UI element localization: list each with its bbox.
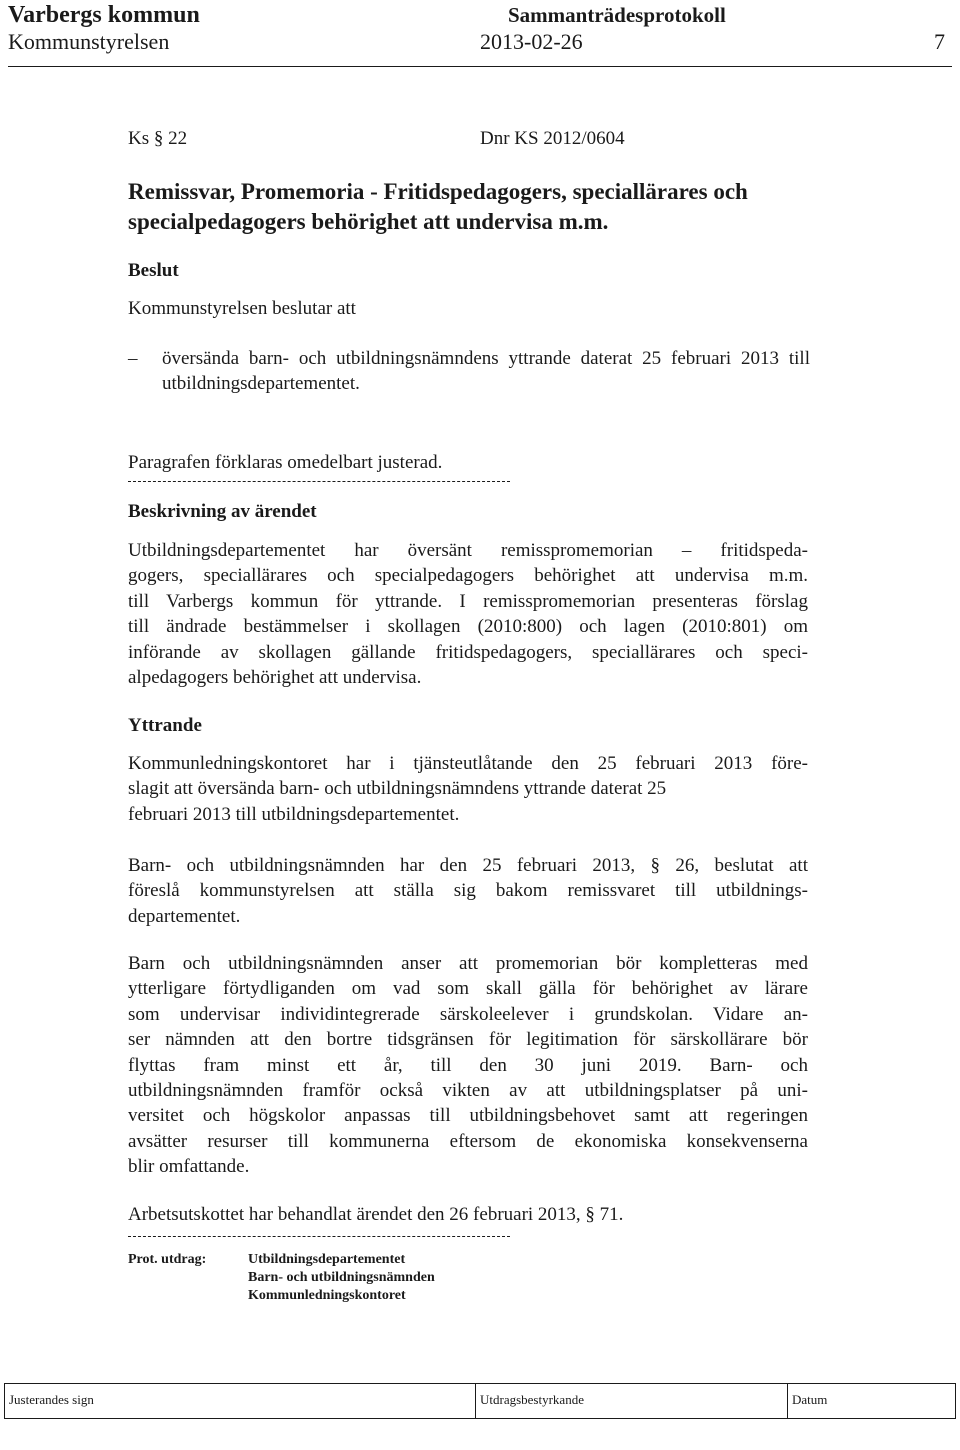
statement-paragraph-1	[128, 751, 808, 827]
diary-number: Dnr KS 2012/0604	[480, 128, 625, 149]
text-line: till ändrade bestämmelser i skollagen (2010:800) och lagen (2010:801) om	[128, 616, 808, 638]
case-number: Ks § 22	[128, 128, 188, 149]
recipient: Utbildningsdepartementet	[248, 1252, 406, 1267]
recipient: Kommunledningskontoret	[248, 1288, 406, 1303]
description-heading: Beskrivning av ärendet	[128, 501, 317, 522]
section-divider	[128, 1236, 510, 1237]
signature-footer	[4, 1383, 956, 1419]
text-line: ser nämnden att den bortre tidsgränsen för legitimation för särskollärare bör	[128, 1029, 808, 1051]
text-line: till Varbergs kommun för yttrande. I remisspromemorian presenteras förslag	[128, 590, 808, 612]
text-line: departementet.	[128, 905, 241, 927]
case-title: Remissvar, Promemoria - Fritidspedagogers, speciallärares och specialpedagogers behörighet att undervisa m.m.	[128, 179, 748, 234]
board-name: Kommunstyrelsen	[8, 29, 170, 54]
section-divider	[128, 481, 510, 482]
text-line: Barn- och utbildningsnämnden har den 25 februari 2013, § 26, beslutat att	[128, 855, 808, 876]
text-line: flyttas fram minst ett år, till den 30 juni 2019. Barn- och	[128, 1054, 808, 1076]
decision-intro: Kommunstyrelsen beslutar att	[128, 298, 356, 319]
page-number: 7	[934, 29, 945, 54]
text-line: gogers, speciallärares och specialpedagogers behörighet att undervisa m.m.	[128, 565, 808, 587]
meeting-date: 2013-02-26	[480, 29, 583, 54]
text-line: Utbildningsdepartementet har översänt remisspromemorian – fritidspeda-	[128, 540, 808, 561]
extract-label: Prot. utdrag:	[128, 1252, 207, 1267]
certification-cell	[476, 1384, 788, 1418]
organization-name: Varbergs kommun	[8, 2, 200, 28]
text-line: införande av skollagen gällande fritidspedagogers, speciallärares och speci-	[128, 641, 808, 663]
text-line: slagit att översända barn- och utbildningsnämndens yttrande daterat 25	[128, 778, 667, 800]
text-line: föreslå kommunstyrelsen att ställa sig bakom remissvaret till utbildnings-	[128, 880, 808, 902]
statement-paragraph-2	[128, 853, 808, 929]
signature-label: Justerandes sign	[9, 1392, 94, 1407]
statement-heading: Yttrande	[128, 715, 202, 736]
committee-note: Arbetsutskottet har behandlat ärendet den 26 februari 2013, § 71.	[128, 1204, 624, 1225]
decision-heading: Beslut	[128, 260, 179, 281]
adjusted-note: Paragrafen förklaras omedelbart justerad.	[128, 452, 443, 473]
text-line: alpedagogers behörighet att undervisa.	[128, 667, 422, 689]
text-line: februari 2013 till utbildningsdepartementet.	[128, 803, 460, 825]
text-line: Kommunledningskontoret har i tjänsteutlåtande den 25 februari 2013 före-	[128, 753, 808, 774]
text-line: utbildningsnämnden framför också vikten av att utbildningsplatser på uni-	[128, 1080, 808, 1102]
description-paragraph	[128, 538, 808, 690]
text-line: ytterligare förtydliganden om vad som skall gälla för behörighet av lärare	[128, 978, 808, 1000]
recipient: Barn- och utbildningsnämnden	[248, 1270, 435, 1285]
header-divider	[8, 66, 952, 67]
decision-bullet: översända barn- och utbildningsnämndens yttrande daterat 25 februari 2013 till utbildningsdepartementet.	[162, 348, 810, 395]
bullet-marker: –	[128, 348, 138, 369]
signature-cell	[5, 1384, 476, 1418]
extract-recipients	[248, 1251, 435, 1305]
date-cell	[788, 1384, 955, 1418]
text-line: Barn och utbildningsnämnden anser att promemorian bör kompletteras med	[128, 953, 808, 974]
statement-paragraph-3	[128, 951, 808, 1180]
text-line: versitet och högskolor anpassas till utbildningsbehovet samt att regeringen	[128, 1105, 808, 1127]
text-line: som undervisar individintegrerade särskoleelever i grundskolan. Vidare an-	[128, 1003, 808, 1025]
document-type: Sammanträdesprotokoll	[508, 3, 726, 27]
date-label: Datum	[792, 1392, 828, 1407]
text-line: blir omfattande.	[128, 1156, 250, 1178]
text-line: avsätter resurser till kommunerna eftersom de ekonomiska konsekvenserna	[128, 1130, 808, 1152]
certification-label: Utdragsbestyrkande	[480, 1392, 584, 1407]
